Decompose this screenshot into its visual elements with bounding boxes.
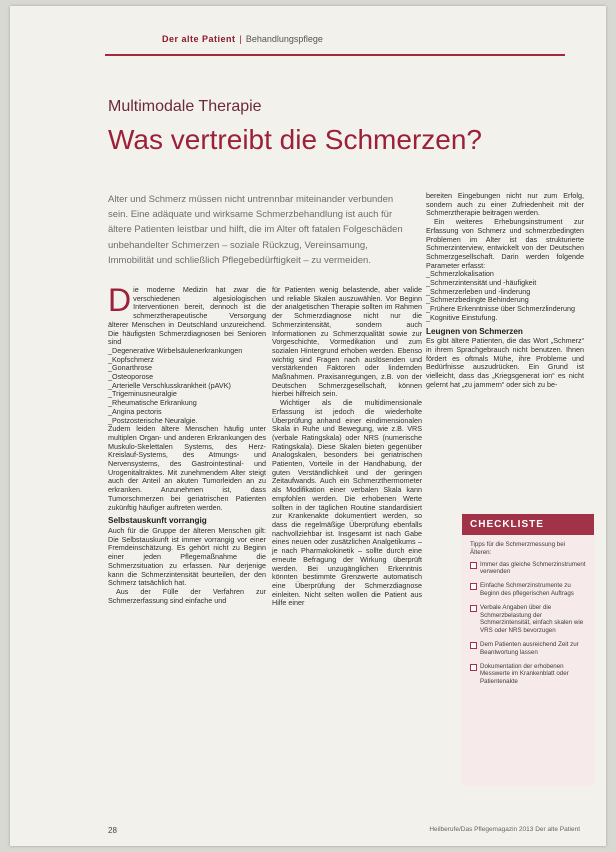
list-item: _ Schmerzerleben und -linderung — [426, 288, 584, 297]
list-item: _ Postzosterische Neuralgie. — [108, 417, 266, 426]
checklist-items — [470, 561, 586, 686]
section-label: Der alte Patient — [162, 34, 236, 44]
col3-paragraph: Ein weiteres Erhebungsinstrument zur Erfassung von Schmerz und schmerzbedingten Problemen im Alter ist das strukturierte Schmerzinterview, entwickelt von der Deutschen Schmerzgesellschaft. Darin werden folgende Parameter erfasst: — [426, 217, 584, 270]
list-item: _ Rheumatische Erkrankung — [108, 399, 266, 408]
magazine-page — [10, 6, 606, 846]
col3-paragraph: bereiten Eingebungen nicht nur zum Erfolg, sondern auch zu einer Zufriedenheit mit der Schmerztherapie beitragen werden. — [426, 191, 584, 218]
checklist-title: CHECKLISTE — [462, 514, 594, 535]
list-item: _ Schmerzintensität und -häufigkeit — [426, 279, 584, 288]
column-1 — [108, 282, 266, 605]
checklist-item: Immer das gleiche Schmerzinstrument verwenden — [470, 561, 586, 577]
col1-intro: ie moderne Medizin hat zwar die verschiedenen algesiologischen Interventionen bereit, dennoch ist die schmerztherapeutische Versorgung älterer Menschen in Deutschland unzureichend. Die häufigsten Schmerzdiagnosen bei Senioren sind — [108, 285, 266, 347]
col1-paragraph: Auch für die Gruppe der älteren Menschen gilt: Die Selbstauskunft ist immer vorrangig vor einer Fremdeinschätzung. Es gehört nicht zu Beginn einer jeden Pflegemaßnahme die Schmerzsituation zu erfassen. Nur derjenige kann die Schmerzintensität beurteilen, der den Schmerz tatsächlich hat. — [108, 525, 266, 588]
article-lead: Alter und Schmerz müssen nicht untrennbar miteinander verbunden sein. Eine adäquate und wirksame Schmerzbehandlung ist auch für ältere Patienten leistbar und hilft, die im Alter oft fatalen Folgeschäden unbehandelter Schmerzen – soziale Rückzug, Vereinsamung, Immobilität und schließlich Pflegebedürftigkeit – zu vermeiden. — [108, 194, 403, 266]
footer-source: Heilberufe/Das Pflegemagazin 2013 Der alte Patient — [429, 826, 580, 833]
checklist-item: Einfache Schmerzinstrumente zu Beginn des pflegerischen Auftrags — [470, 582, 586, 598]
list-item: _ Trigeminusneuralgie — [108, 390, 266, 399]
list-item: _ Schmerzlokalisation — [426, 270, 584, 279]
checklist-intro: Tipps für die Schmerzmessung bei Älteren: — [470, 541, 566, 556]
running-header — [162, 34, 323, 44]
subsection-label: Behandlungspflege — [245, 34, 323, 44]
header-separator: | — [239, 34, 242, 44]
subheading: Leugnen von Schmerzen — [426, 326, 523, 336]
page-number: 28 — [108, 826, 117, 835]
checklist-box — [462, 514, 594, 786]
list-item: _ Kopfschmerz — [108, 356, 266, 365]
article-kicker: Multimodale Therapie — [108, 98, 262, 115]
checklist-item: Verbale Angaben über die Schmerzbelastung der Schmerzintensität, einfach skalen wie VRS oder NRS bevorzugen — [470, 604, 586, 635]
col1-paragraph: Zudem leiden ältere Menschen häufig unter multiplen Organ- und anderen Erkrankungen des Muskulo-Skelettalen Systems, des Herz-Kreislauf-Systems, des Atmungs- und Nervensystems, des Gastrointestinal- und Urogenitaltraktes. Mit zunehmendem Alter steigt auch der Anteil an akuten Tumorleiden an zu erkranken. Anzunehmen ist, dass Tumorschmerzen bei geriatrischen Patienten zukünftig häufiger auftreten werden. — [108, 424, 266, 512]
drop-cap: D — [108, 282, 132, 318]
list-item: _ Kognitive Einstufung. — [426, 314, 584, 323]
checklist-item: Dem Patienten ausreichend Zeit zur Beantwortung lassen — [470, 641, 586, 657]
checklist-item: Dokumentation der erhobenen Messwerte im Krankenblatt oder Patientenakte — [470, 663, 586, 686]
list-item: _ Osteoporose — [108, 373, 266, 382]
list-item: _ Frühere Erkenntnisse über Schmerzlinderung — [426, 305, 584, 314]
article-title: Was vertreibt die Schmerzen? — [108, 124, 482, 155]
diagnosis-list — [108, 347, 266, 425]
list-item: _ Angina pectoris — [108, 408, 266, 417]
col3-paragraph: Es gibt ältere Patienten, die das Wort „Schmerz“ in ihrem Sprachgebrauch nicht benutzen. Ihnen fördert es oftmals Mühe, ihre Probleme und Bedürfnisse auszudrücken. Ein Grund ist vielleicht, dass das „Kriegsgenerat ion“ es nicht gelernt hat „zu jammern“ oder sich zu be- — [426, 336, 584, 389]
list-item: _ Arterielle Verschlusskrankheit (pAVK) — [108, 382, 266, 391]
column-3 — [426, 192, 584, 389]
list-item: _ Degenerative Wirbelsäulenerkrankungen — [108, 347, 266, 356]
header-rule — [105, 54, 565, 56]
column-2 — [272, 286, 422, 608]
col2-paragraph: Wichtiger als die multidimensionale Erfassung ist jedoch die wiederholte Überprüfung anhand einer eindimensionalen Skala in Ruhe und Bewegung, wie z.B. VRS (verbale Ratingskala) oder NRS (numerische Ratingskala). Diese Skalen bieten gegenüber Analogskalen, besonders bei geriatrischen Patienten, Vorteile in der Handhabung, der guten Verständlichkeit und der geringen Zeitaufwands. Auch ein Schmerzthermometer als Modifikation einer verbalen Skala kann empfohlen werden. Die erhobenen Werte sollten in der täglichen Routine standardisiert zur Krankenakte dokumentiert werden, so dass die regelmäßige Überprüfung ebenfalls nachvollziehbar ist. Insgesamt ist nach Gabe eines neuen oder zusätzlichen Analgetikums – je nach Pharmakokinetik – sollte durch eine erneute Befragung der Wirkung überprüft werden. Bei unzugänglichen Erkenntnis könnten bestimmte Grenzwerte automatisch eine Überprüfung der Schmerzdiagnose einleiten. Nicht selten wollen die Patient aus Hilfe einer — [272, 398, 422, 608]
parameter-list — [426, 270, 584, 322]
subheading: Selbstauskunft vorrangig — [108, 516, 207, 526]
col1-paragraph: Aus der Fülle der Verfahren zur Schmerzerfassung sind einfache und — [108, 586, 266, 605]
list-item: _ Gonarthrose — [108, 364, 266, 373]
checklist-body — [462, 535, 594, 698]
col2-paragraph: für Patienten wenig belastende, aber valide und reliable Skalen auszuwählen. Vor Beginn der analgetischen Therapie sollten im Rahmen der Schmerzdiagnose nicht nur die Schmerzintensität, sondern auch Informationen zu Schmerzqualität sowie zur Vorgeschichte, Vormedikation und zum sozialen Hintergrund erhoben werden. Ebenso wichtig sind Fragen nach auslösenden und verstärkenden Faktoren oder lindernden Maßnahmen. Praxisanregungen, z.B. von der Deutschen Schmerzgesellschaft, können hierbei hilfreich sein. — [272, 285, 422, 399]
list-item: _ Schmerzbedingte Behinderung — [426, 296, 584, 305]
